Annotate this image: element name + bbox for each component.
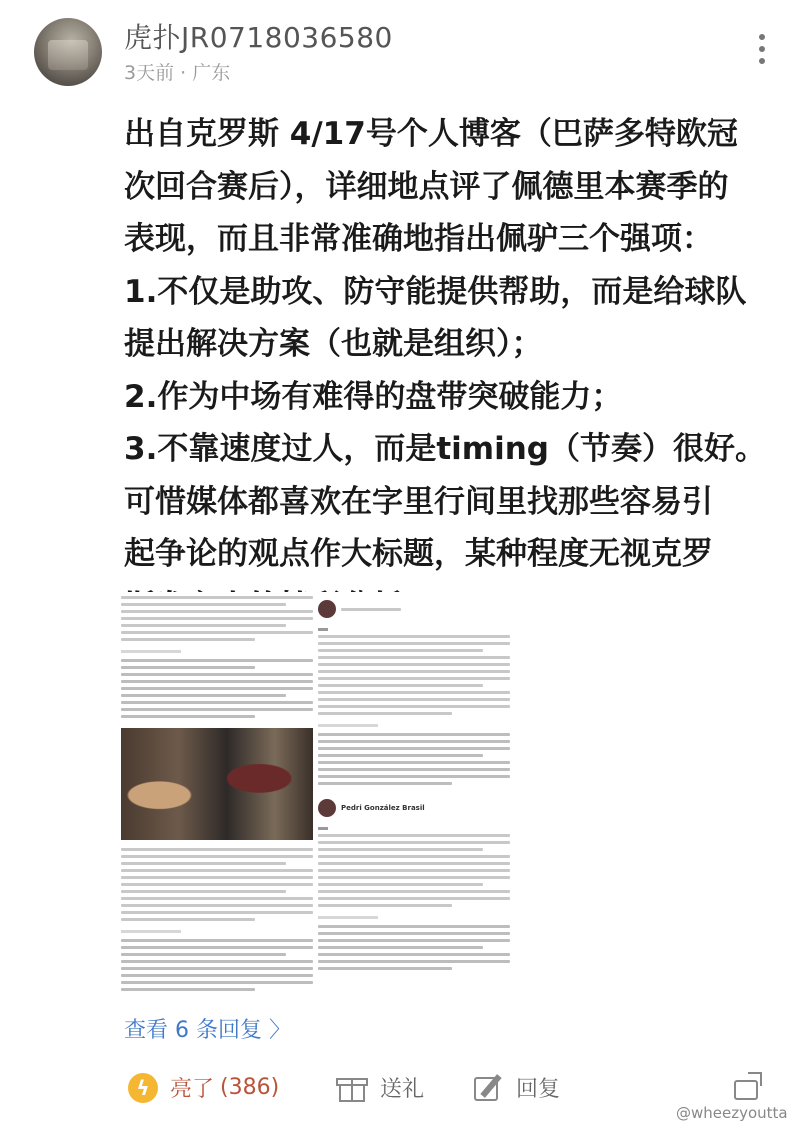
tweet-name: Pedri González Brasil	[341, 804, 425, 812]
comment-line: 提出解决方案（也就是组织）；	[124, 326, 543, 362]
edit-icon	[474, 1073, 504, 1103]
gift-label: 送礼	[380, 1077, 425, 1102]
comment-line: 出自克罗斯 4/17号个人博客（巴萨多特欧冠	[124, 116, 738, 152]
comment-line: 2.作为中场有难得的盘带突破能力；	[124, 378, 623, 415]
comment-line: 表现，而且非常准确地指出佩驴三个强项：	[124, 221, 713, 257]
embedded-screenshot-image[interactable]	[113, 592, 513, 1002]
watermark: @wheezyoutta	[676, 1104, 788, 1122]
image-left-column	[121, 592, 313, 1002]
view-replies-link[interactable]: 查看 6 条回复 〉	[124, 1018, 291, 1043]
username[interactable]: 虎扑JR0718036580	[124, 21, 393, 54]
comment-line: 3.不靠速度过人，而是timing（节奏）很好。	[124, 431, 766, 467]
more-options-icon[interactable]	[758, 34, 766, 70]
embedded-photo	[121, 728, 313, 840]
comment-line: 次回合赛后），详细地点评了佩德里本赛季的	[124, 168, 729, 205]
comment-line: 可惜媒体都喜欢在字里行间里找那些容易引	[124, 483, 713, 520]
comment-text	[124, 108, 774, 633]
avatar[interactable]	[34, 18, 102, 86]
reply-button[interactable]	[474, 1072, 560, 1103]
share-icon[interactable]	[734, 1072, 766, 1100]
comment-line: 1.不仅是助攻、防守能提供帮助，而是给球队	[124, 273, 747, 310]
like-count: (386)	[220, 1075, 280, 1100]
reply-label: 回复	[516, 1077, 561, 1102]
image-right-column	[318, 592, 510, 1002]
like-label: 亮了	[170, 1077, 215, 1102]
tweet-avatar	[318, 799, 336, 817]
gift-button[interactable]	[336, 1072, 424, 1103]
like-button[interactable]	[128, 1072, 279, 1103]
comment-line: 起争论的观点作大标题，某种程度无视克罗	[124, 536, 713, 572]
lightning-icon: ϟ	[128, 1073, 158, 1103]
gift-icon	[336, 1073, 368, 1103]
post-meta: 3天前 · 广东	[124, 62, 231, 84]
tweet-header	[318, 799, 510, 817]
